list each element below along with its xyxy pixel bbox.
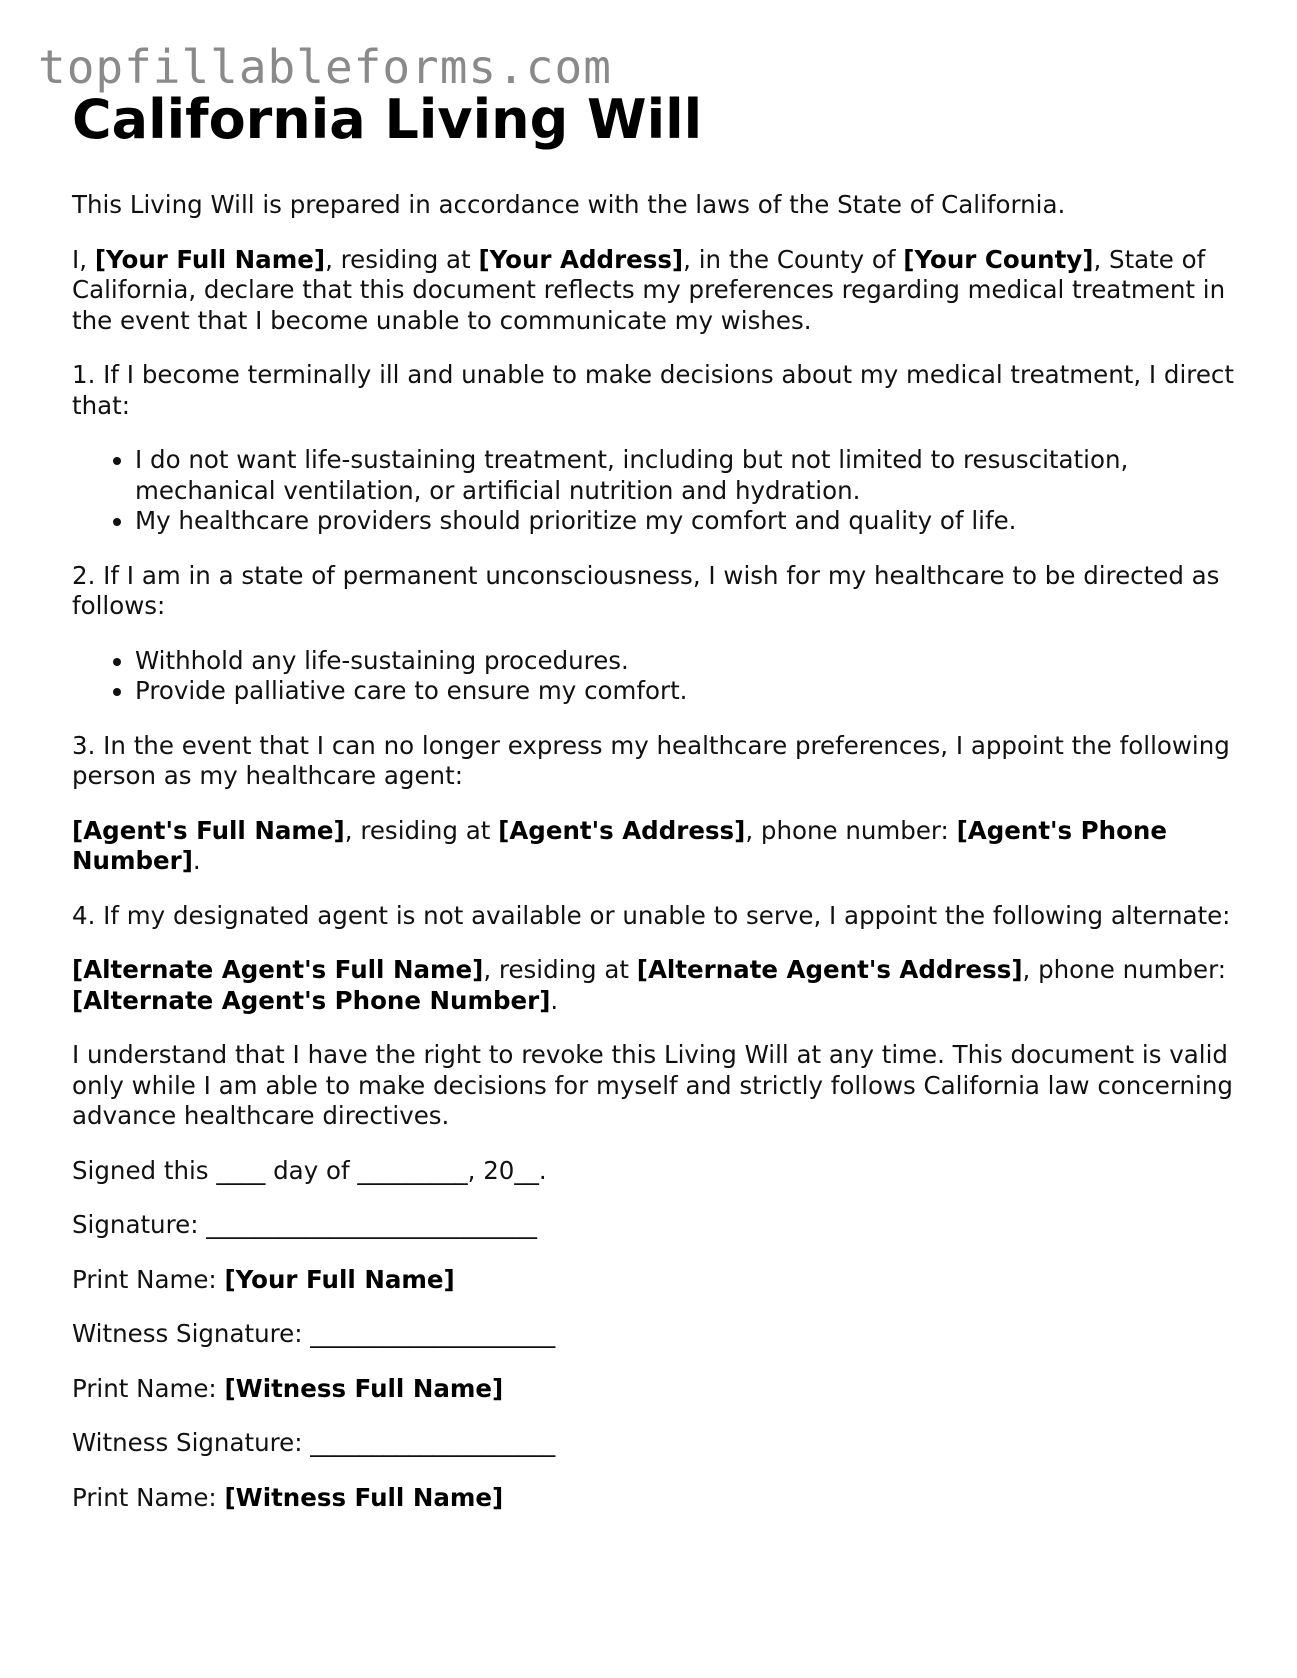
- alternate-name-placeholder: [Alternate Agent's Full Name]: [72, 955, 484, 984]
- signed-date-line: Signed this ____ day of _________, 20__.: [72, 1155, 547, 1185]
- section-1-text: 1. If I become terminally ill and unable to make decisions about my medical treatment, I direct that:: [72, 360, 1234, 420]
- section-1-list: [72, 445, 1242, 537]
- print-name-placeholder: [Your Full Name]: [224, 1264, 455, 1294]
- print-name-line: [72, 1265, 1242, 1296]
- alternate-text: , phone number:: [1022, 955, 1227, 984]
- agent-phone-placeholder: [Agent's Phone Number]: [72, 815, 1167, 875]
- declarant-address-placeholder: [Your Address]: [478, 244, 684, 274]
- revocation-paragraph: I understand that I have the right to revoke this Living Will at any time. This document is valid only while I am able to make decisions for myself and strictly follows California law concerning advance healthcare directives.: [72, 1040, 1233, 1130]
- declarant-county-placeholder: [Your County]: [903, 244, 1094, 274]
- list-item: • Provide palliative care to ensure my comfort.: [135, 676, 1242, 707]
- print-name-label: Print Name:: [72, 1482, 225, 1512]
- agent-address-placeholder: [Agent's Address]: [498, 815, 746, 845]
- section-2-text: 2. If I am in a state of permanent unconsciousness, I wish for my healthcare to be directed as follows:: [72, 560, 1220, 620]
- declaration-paragraph: [72, 245, 1242, 337]
- section-3-text: 3. In the event that I can no longer express my healthcare preferences, I appoint the following person as my healthcare agent:: [72, 730, 1230, 790]
- alternate-phone-placeholder: [Alternate Agent's Phone Number]: [72, 985, 551, 1015]
- list-item: • I do not want life-sustaining treatment, including but not limited to resuscitation, mechanical ventilation, or artificial nutrition and hydration.: [135, 445, 1242, 506]
- witness-2-print-name-line: [72, 1483, 1242, 1514]
- page-title: California Living Will: [72, 88, 703, 151]
- watermark: topfillableforms.com: [38, 40, 612, 94]
- print-name-label: Print Name:: [72, 1264, 225, 1294]
- list-item: • Withhold any life-sustaining procedures.: [135, 646, 1242, 677]
- agent-text: , residing at: [344, 815, 499, 845]
- declaration-text: , State of California, declare that this document reflects my preferences regarding medical treatment in the event that I become unable to communicate my wishes.: [72, 244, 1226, 335]
- witness-1-signature-line: Witness Signature: ____________________: [72, 1319, 556, 1348]
- document-page: [72, 88, 1242, 1537]
- declarant-name-placeholder: [Your Full Name]: [94, 244, 326, 274]
- witness-name-placeholder: [Witness Full Name]: [224, 1373, 504, 1403]
- alternate-address-placeholder: [Alternate Agent's Address]: [636, 955, 1023, 984]
- alternate-agent-details: [72, 955, 1242, 1016]
- section-4-text: 4. If my designated agent is not available or unable to serve, I appoint the following alternate:: [72, 900, 1231, 930]
- witness-2-signature-line: Witness Signature: ____________________: [72, 1428, 556, 1457]
- declaration-text: , in the County of: [683, 244, 904, 274]
- declaration-text: , residing at: [325, 244, 479, 274]
- agent-details: [72, 816, 1242, 877]
- print-name-label: Print Name:: [72, 1373, 225, 1403]
- witness-1-print-name-line: [72, 1374, 1242, 1405]
- agent-text: , phone number:: [745, 815, 957, 845]
- intro-paragraph: This Living Will is prepared in accordance with the laws of the State of California.: [72, 190, 1066, 219]
- signature-line: Signature: ___________________________: [72, 1210, 537, 1239]
- list-item: • My healthcare providers should prioritize my comfort and quality of life.: [135, 506, 1242, 537]
- alternate-text: , residing at: [483, 955, 637, 984]
- agent-name-placeholder: [Agent's Full Name]: [72, 815, 345, 845]
- alternate-text: .: [550, 985, 559, 1015]
- section-2-list: [72, 646, 1242, 707]
- declaration-text: I,: [72, 244, 95, 274]
- agent-text: .: [192, 846, 201, 875]
- witness-name-placeholder: [Witness Full Name]: [224, 1482, 504, 1512]
